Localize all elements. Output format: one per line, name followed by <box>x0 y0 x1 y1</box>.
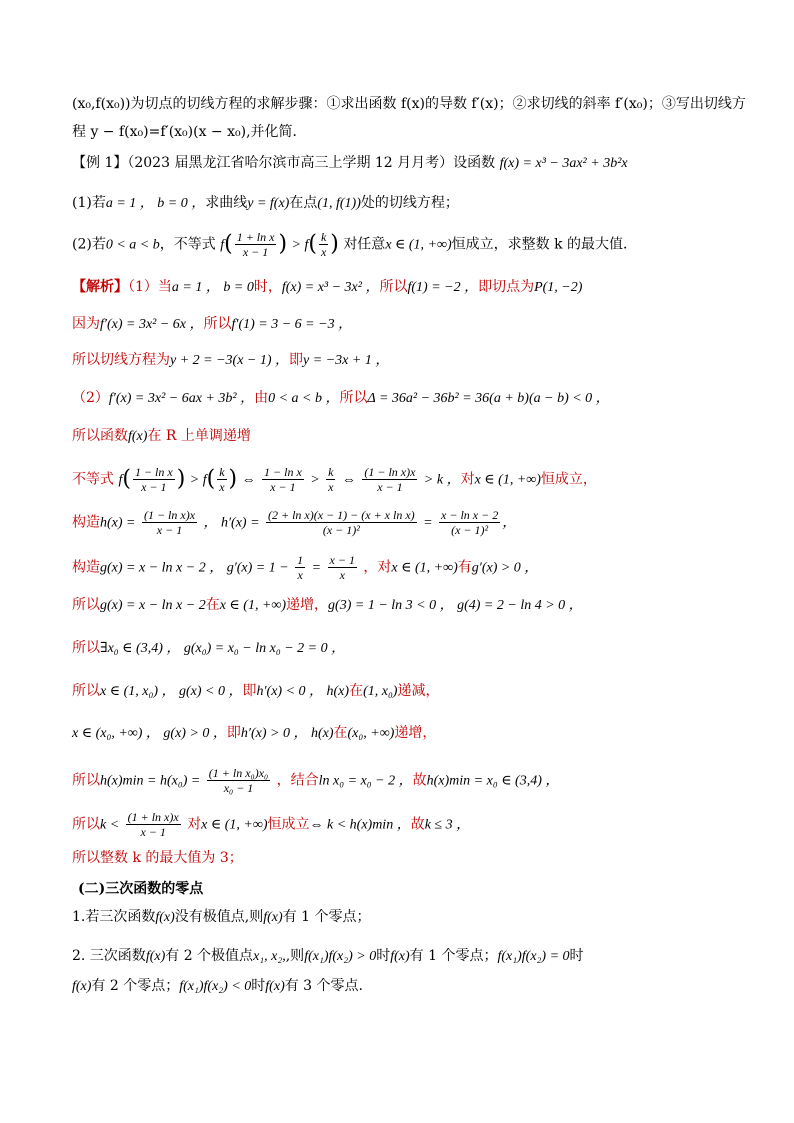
solution-line-11 <box>72 681 722 702</box>
p2-i: 有 1 个零点； <box>409 948 498 964</box>
s5-c: 在 R 上单调递增 <box>147 428 251 444</box>
s7-comma: ， <box>502 515 517 531</box>
q1-point: (1, f(1)) <box>317 196 361 211</box>
s6-fraction-4: $\frac{k}{x}$ <box>328 465 334 494</box>
s4-a: （2） <box>72 390 109 406</box>
s2-c: 所以 <box>203 316 232 332</box>
s13-e: 故 <box>412 772 427 789</box>
solution-line-1 <box>72 277 722 298</box>
s9-a: 所以 <box>72 597 100 613</box>
s14-e: 恒成立 <box>267 816 310 833</box>
q1-end: 处的切线方程； <box>360 195 459 211</box>
s3-c: 即 <box>289 352 304 368</box>
s3-b: y + 2 = −3(x − 1) ， <box>170 353 290 368</box>
s4-e: 所以 <box>339 390 368 406</box>
s9-f: g(3) = 1 − ln 3 < 0 ， g(4) = 2 − ln 4 > 0 ， <box>328 598 583 613</box>
s6-fraction-3: $\frac{\text{1 − ln x}}{x - 1}$ <box>264 465 302 494</box>
s14-b: k < <box>100 817 120 833</box>
s14-h: k ≤ 3 ， <box>424 817 471 833</box>
p3-f: 有 3 个零点. <box>284 978 363 994</box>
solution-tag: 【解析】 <box>72 279 128 295</box>
s8-fraction-2: $\frac{x - 1}{x}$ <box>329 553 355 582</box>
s9-c: 在 <box>205 597 220 613</box>
s6-paren-4: ) <box>228 466 238 492</box>
s5-b: f(x) <box>128 429 148 444</box>
q2-paren-open-2: ( <box>308 231 317 257</box>
s6-fraction-2: $\frac{k}{x}$ <box>219 465 225 494</box>
solution-line-6 <box>72 465 722 494</box>
s2-a: 因为 <box>72 316 100 332</box>
q2-mid: ，不等式 <box>159 236 216 253</box>
s6-iff-1: ⇔ <box>241 472 256 488</box>
example-tag: 【例 1】 <box>72 155 128 171</box>
s12-f: 递增， <box>394 725 437 741</box>
q1-text: 求曲线 <box>205 195 248 211</box>
p2-a: 2. 三次函数 <box>72 948 146 964</box>
solution-line-4 <box>72 388 722 409</box>
s1-a: （1）当 <box>128 279 172 295</box>
s13-d: ln x₀ = x₀ − 2 ， <box>318 773 413 789</box>
s12-d: 在 <box>333 725 348 741</box>
p2-c: 有 2 个极值点 <box>165 948 254 964</box>
s2-d: f′(1) = 3 − 6 = −3 ， <box>231 317 353 332</box>
s12-c: h′(x) > 0 ， h(x) <box>240 726 334 741</box>
s13-f: h(x)min = x₀ ∈ (3,4) ， <box>426 773 560 789</box>
s14-c: 对 <box>187 816 202 833</box>
s8-e: 有 <box>457 559 472 576</box>
p3-b: 有 2 个零点； <box>91 978 180 994</box>
p2-d: x₁, x₂, <box>253 949 286 964</box>
q2-gt: > f <box>291 237 309 253</box>
s6-for: 对 <box>460 471 475 488</box>
s1-e: 所以 <box>379 279 408 295</box>
s6-gt: > <box>310 472 320 488</box>
s6-paren-3: ( <box>206 466 216 492</box>
solution-line-5 <box>72 426 722 447</box>
example-header <box>72 153 722 174</box>
s3-a: 所以切线方程为 <box>72 352 170 368</box>
s6-gt-f: > f <box>189 472 207 488</box>
s7-a: 构造 <box>72 514 100 531</box>
section-2-paragraph-3 <box>72 976 722 997</box>
p2-j: f(x₁)f(x₂) = 0 <box>497 949 570 964</box>
q2-paren-close: ) <box>278 231 288 257</box>
p3-e: f(x) <box>265 979 285 994</box>
example-question-1 <box>72 193 722 214</box>
p2-g: 时 <box>376 948 391 964</box>
s6-paren-2: ) <box>176 466 186 492</box>
s8-c: ，对 <box>363 559 392 576</box>
s1-f: f(1) = −2 ， <box>407 280 479 295</box>
q2-paren-open: ( <box>224 231 233 257</box>
s8-eq: = <box>311 560 322 576</box>
s6-a: 不等式 <box>72 471 114 488</box>
solution-line-15: 所以整数 k 的最大值为 3； <box>72 850 243 866</box>
s8-fraction-1: $\frac{1}{x}$ <box>297 553 304 582</box>
p2-h: f(x) <box>390 949 410 964</box>
section-2-paragraph-2 <box>72 946 722 967</box>
s9-e: 递增， <box>286 597 329 613</box>
s8-a: 构造 <box>72 559 100 576</box>
s1-g: 即切点为 <box>478 279 535 295</box>
s6-end: 恒成立， <box>540 471 597 488</box>
s7-fraction-1: $\frac{\text{(1 − ln x)x}}{x - 1}$ <box>143 508 196 537</box>
example-question-2 <box>72 230 722 259</box>
s7-h: h(x) = <box>100 515 136 531</box>
q2-fraction-a: $\frac{\text{1 + ln x}}{x - 1}$ <box>236 230 275 259</box>
s4-c: 由 <box>254 390 269 406</box>
q1-curve: y = f(x) <box>247 196 290 211</box>
q2-f: f <box>220 237 225 253</box>
s7-fraction-3: $\frac{\text{x − ln x − 2}}{\text{(x − 1)²}}$ <box>441 508 499 537</box>
q1-label: (1)若 <box>72 195 106 211</box>
s14-f: ⇔ k < h(x)min ， <box>309 817 411 833</box>
s7-eq: = <box>423 515 433 531</box>
section-2-paragraph-1 <box>72 907 722 928</box>
s11-b: x ∈ (1, x₀) ， g(x) < 0 ， <box>100 684 243 699</box>
s6-range: x ∈ (1, +∞) <box>474 472 541 488</box>
s11-g: 递减， <box>397 683 440 699</box>
s13-a: 所以 <box>72 772 100 789</box>
s1-c: 时， <box>253 279 282 295</box>
s6-fraction-1: $\frac{\text{1 − ln x}}{x - 1}$ <box>134 465 173 494</box>
p1-b: f(x) <box>155 910 175 925</box>
s11-c: 即 <box>242 683 257 699</box>
s1-d: f(x) = x³ − 3x² ， <box>281 280 380 295</box>
p1-d: f(x) <box>263 910 283 925</box>
s13-c: ，结合 <box>276 772 319 789</box>
s12-e: (x₀, +∞) <box>347 726 395 741</box>
q1-at: 在点 <box>289 195 318 211</box>
s1-b: a = 1 ， b = 0 <box>171 280 254 295</box>
s12-b: 即 <box>226 725 241 741</box>
q1-condition: a = 1 ， b = 0 ， <box>105 196 206 211</box>
s6-tail: > k ， <box>423 472 461 488</box>
s13-b: h(x)min = h(x₀) = <box>100 773 201 789</box>
p2-b: f(x) <box>145 949 166 964</box>
s6-fraction-5: $\frac{\text{(1 − ln x)x}}{x - 1}$ <box>364 465 416 494</box>
s6-iff-2: ⇔ <box>341 472 356 488</box>
s8-f: g′(x) > 0 ， <box>471 560 539 576</box>
s7-hp: ， h′(x) = <box>203 515 260 531</box>
solution-line-2 <box>72 314 722 335</box>
solution-line-7 <box>72 508 722 537</box>
intro-line-2: 程 y − f(x₀)=f′(x₀)(x − x₀),并化简． <box>72 124 307 140</box>
solution-line-3 <box>72 350 722 371</box>
s11-e: 在 <box>349 683 364 699</box>
s14-fraction: $\frac{\text{(1 + ln x)x}}{x - 1}$ <box>127 810 179 839</box>
p2-k: 时 <box>569 948 584 964</box>
q2-paren-close-2: ) <box>330 231 339 257</box>
s11-a: 所以 <box>72 683 100 699</box>
p3-c: f(x₁)f(x₂) < 0 <box>179 979 252 994</box>
s11-f: (1, x₀) <box>363 684 398 699</box>
s4-f: Δ = 36a² − 36b² = 36(a + b)(a − b) < 0 ， <box>367 391 610 406</box>
s11-d: h′(x) < 0 ， h(x) <box>256 684 350 699</box>
q2-for: 对任意 <box>343 236 386 253</box>
p1-e: 有 1 个零点； <box>282 909 371 925</box>
q2-end: 恒成立，求整数 k 的最大值． <box>451 236 638 253</box>
s6-paren-1: ( <box>122 466 131 492</box>
p1-c: 没有极值点,则 <box>174 909 264 925</box>
solution-line-14 <box>72 810 722 839</box>
q2-label: (2)若 <box>72 236 106 253</box>
s2-b: f′(x) = 3x² − 6x ， <box>100 317 204 332</box>
s3-d: y = −3x + 1 ， <box>303 353 390 368</box>
p3-a: f(x) <box>72 979 92 994</box>
intro-line-1: (x₀,f(x₀))为切点的切线方程的求解步骤：①求出函数 f(x)的导数 f′(x)；②求切线的斜率 f′(x₀)；③写出切线方 <box>72 96 746 112</box>
solution-line-13 <box>72 766 722 795</box>
s9-d: x ∈ (1, +∞) <box>219 598 287 613</box>
p2-e: ,则 <box>285 948 305 964</box>
q2-range: x ∈ (1, +∞) <box>385 237 452 253</box>
s5-a: 所以函数 <box>72 428 128 444</box>
solution-line-12 <box>72 723 722 744</box>
s14-a: 所以 <box>72 816 100 833</box>
s13-fraction: $\frac{\text{(1 + ln x₀)x₀}}{\text{x₀ − 1}}$ <box>208 766 269 795</box>
p1-a: 1.若三次函数 <box>72 909 156 925</box>
s14-g: 故 <box>410 816 425 833</box>
solution-line-8 <box>72 553 722 582</box>
s4-b: f′(x) = 3x² − 6ax + 3b² ， <box>108 391 255 406</box>
solution-line-10 <box>72 638 722 659</box>
s1-h: P(1, −2) <box>534 280 583 295</box>
s8-b: g(x) = x − ln x − 2 ， g′(x) = 1 − <box>100 560 289 576</box>
s10-a: 所以 <box>72 640 100 656</box>
example-function: f(x) = x³ − 3ax² + 3b²x <box>499 156 628 171</box>
s14-d: x ∈ (1, +∞) <box>201 817 268 833</box>
s10-b: ∃x₀ ∈ (3,4) ， g(x₀) = x₀ − ln x₀ − 2 = 0 ， <box>100 641 346 656</box>
s8-d: x ∈ (1, +∞) <box>391 560 458 576</box>
example-source: （2023 届黑龙江省哈尔滨市高三上学期 12 月月考）设函数 <box>127 155 496 171</box>
s7-fraction-2: $\frac{\text{(2 + ln x)(x − 1) − (x + x ln x)}}{\text{(x − 1)²}}$ <box>268 508 415 537</box>
s6-f: f <box>118 472 123 488</box>
p3-d: 时 <box>251 978 266 994</box>
s9-b: g(x) = x − ln x − 2 <box>100 598 206 613</box>
solution-line-9 <box>72 595 722 616</box>
p2-f: f(x₁)f(x₂) > 0 <box>304 949 377 964</box>
s12-a: x ∈ (x₀, +∞) ， g(x) > 0 ， <box>72 726 227 741</box>
q2-fraction-b: $\frac{k}{x}$ <box>320 230 327 259</box>
q2-condition: 0 < a < b <box>105 237 160 253</box>
section-2-heading: (二)三次函数的零点 <box>78 881 204 897</box>
s4-d: 0 < a < b ， <box>268 391 340 406</box>
